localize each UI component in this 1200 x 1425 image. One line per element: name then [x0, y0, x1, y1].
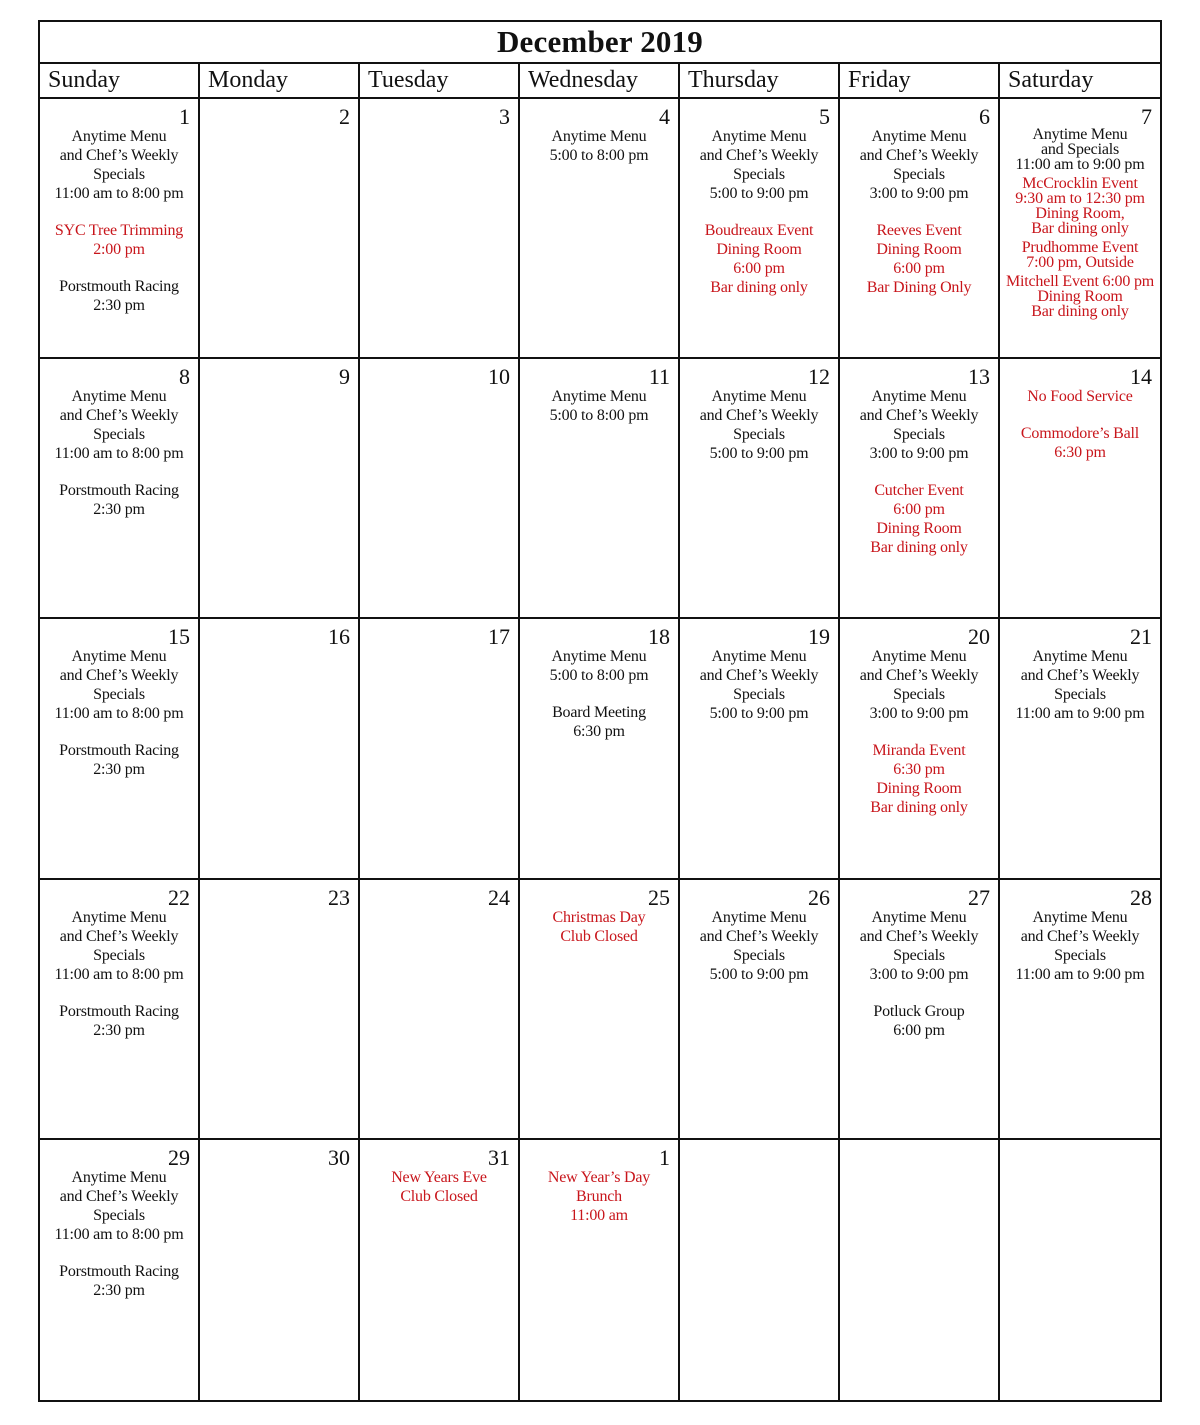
event-line: 5:00 to 9:00 pm — [709, 705, 809, 723]
event-line: 6:00 pm — [733, 260, 785, 277]
day-events — [840, 387, 998, 557]
event-line: Specials — [893, 946, 945, 964]
day-number: 24 — [488, 884, 510, 910]
calendar-title: December 2019 — [40, 22, 1160, 64]
event-line: Specials — [93, 166, 145, 183]
day-events — [40, 647, 198, 779]
day-cell — [200, 880, 360, 1140]
event-line: 11:00 am — [570, 1206, 628, 1224]
special-event — [1000, 240, 1160, 270]
event-line: 7:00 pm, Outside — [1026, 254, 1134, 271]
event-entry — [40, 387, 198, 463]
event-line: No Food Service — [1027, 388, 1133, 406]
event-line: Bar dining only — [710, 279, 808, 296]
day-events — [520, 387, 678, 425]
event-line: Anytime Menu — [71, 648, 167, 666]
event-entry — [840, 1002, 998, 1040]
event-line: Club Closed — [560, 927, 638, 945]
day-number: 18 — [648, 624, 670, 650]
day-events — [40, 387, 198, 519]
day-cell — [1000, 359, 1160, 619]
day-number: 15 — [168, 624, 190, 650]
day-number: 25 — [648, 884, 670, 910]
event-line: 5:00 to 8:00 pm — [549, 407, 649, 425]
day-events — [40, 127, 198, 315]
event-line: 6:00 pm — [893, 1021, 945, 1039]
event-line: 2:30 pm — [93, 501, 145, 519]
event-line: Porstmouth Racing — [59, 482, 179, 500]
day-number: 1 — [659, 1144, 670, 1170]
weekday-monday: Monday — [200, 64, 360, 99]
event-line: Specials — [733, 166, 785, 183]
day-number: 8 — [179, 364, 190, 390]
weekday-friday: Friday — [840, 64, 1000, 99]
day-cell — [840, 99, 1000, 359]
event-line: and Chef’s Weekly — [859, 667, 979, 685]
special-event — [1000, 424, 1160, 462]
event-line: 6:30 pm — [893, 761, 945, 779]
day-cell — [40, 1140, 200, 1400]
day-number: 4 — [659, 104, 670, 129]
day-number: 7 — [1141, 104, 1152, 129]
day-events — [680, 127, 838, 297]
day-cell — [680, 619, 840, 879]
day-number: 23 — [328, 884, 350, 910]
event-line: Specials — [1054, 946, 1106, 964]
day-events — [520, 647, 678, 741]
day-number: 3 — [499, 104, 510, 129]
event-line: Porstmouth Racing — [59, 278, 179, 295]
day-number: 13 — [968, 364, 990, 390]
event-line: 5:00 to 9:00 pm — [709, 445, 809, 463]
event-line: Prudhomme Event — [1021, 239, 1139, 256]
event-line: and Chef’s Weekly — [59, 1187, 179, 1205]
event-entry — [520, 127, 678, 165]
day-events — [360, 1168, 518, 1206]
event-line: and Chef’s Weekly — [1020, 667, 1140, 685]
event-line: Reeves Event — [876, 222, 962, 239]
day-events — [520, 908, 678, 946]
day-cell — [680, 99, 840, 359]
event-line: Specials — [893, 686, 945, 704]
event-line: 11:00 am to 8:00 pm — [54, 445, 184, 463]
day-events — [680, 647, 838, 723]
day-events — [40, 908, 198, 1040]
event-line: Miranda Event — [872, 742, 966, 760]
event-line: Porstmouth Racing — [59, 1002, 179, 1020]
day-events — [1000, 127, 1160, 323]
day-cell — [1000, 1140, 1160, 1400]
event-line: Club Closed — [400, 1187, 478, 1205]
day-cell — [200, 1140, 360, 1400]
event-line: and Chef’s Weekly — [699, 147, 819, 164]
day-events — [1000, 647, 1160, 723]
day-cell — [680, 1140, 840, 1400]
event-line: Specials — [93, 426, 145, 444]
special-event — [680, 221, 838, 297]
event-line: Specials — [93, 686, 145, 704]
day-number: 9 — [339, 364, 350, 390]
event-line: Anytime Menu — [71, 908, 167, 926]
event-line: Dining Room — [876, 780, 962, 798]
event-entry — [840, 387, 998, 463]
day-number: 17 — [488, 624, 510, 650]
event-line: 2:30 pm — [93, 1281, 145, 1299]
day-cell — [200, 99, 360, 359]
event-line: Dining Room — [716, 241, 802, 258]
event-line: Anytime Menu — [711, 908, 807, 926]
special-event — [840, 221, 998, 297]
day-events — [840, 647, 998, 817]
event-line: and Chef’s Weekly — [859, 147, 979, 164]
event-entry — [40, 741, 198, 779]
day-cell — [1000, 880, 1160, 1140]
day-events — [1000, 908, 1160, 984]
event-entry — [680, 387, 838, 463]
event-line: New Year’s Day — [547, 1168, 651, 1186]
event-line: 2:30 pm — [93, 297, 145, 314]
day-cell — [40, 880, 200, 1140]
event-line: Dining Room, — [1035, 205, 1125, 222]
event-entry — [40, 481, 198, 519]
special-event — [1000, 387, 1160, 406]
day-number: 28 — [1130, 884, 1152, 910]
special-event — [520, 1168, 678, 1225]
event-line: Porstmouth Racing — [59, 742, 179, 760]
day-cell — [360, 880, 520, 1140]
event-line: Anytime Menu — [711, 128, 807, 145]
event-entry — [1000, 647, 1160, 723]
event-line: Anytime Menu — [711, 648, 807, 666]
calendar-grid — [38, 20, 1162, 1402]
event-line: and Chef’s Weekly — [59, 407, 179, 425]
day-cell — [520, 619, 680, 879]
weekday-sunday: Sunday — [40, 64, 200, 99]
event-line: 11:00 am to 9:00 pm — [1015, 156, 1145, 173]
event-line: 6:00 pm — [893, 501, 945, 519]
day-events — [520, 1168, 678, 1225]
event-line: 5:00 to 8:00 pm — [549, 147, 649, 164]
event-entry — [40, 647, 198, 723]
day-cell — [40, 619, 200, 879]
event-entry — [1000, 127, 1160, 172]
day-number: 29 — [168, 1144, 190, 1170]
day-cell — [360, 359, 520, 619]
event-line: McCrocklin Event — [1022, 175, 1138, 192]
event-line: and Chef’s Weekly — [59, 927, 179, 945]
event-line: Bar Dining Only — [866, 279, 972, 296]
event-line: and Chef’s Weekly — [59, 667, 179, 685]
day-number: 5 — [819, 104, 830, 129]
day-events — [680, 908, 838, 984]
event-line: 11:00 am to 9:00 pm — [1015, 965, 1145, 983]
day-cell — [840, 880, 1000, 1140]
event-line: Porstmouth Racing — [59, 1262, 179, 1280]
event-line: Specials — [893, 426, 945, 444]
day-events — [680, 387, 838, 463]
event-line: 3:00 to 9:00 pm — [869, 445, 969, 463]
day-number: 26 — [808, 884, 830, 910]
event-line: Specials — [1054, 686, 1106, 704]
event-line: Specials — [893, 166, 945, 183]
day-cell — [200, 619, 360, 879]
day-number: 31 — [488, 1144, 510, 1170]
day-number: 19 — [808, 624, 830, 650]
event-line: and Chef’s Weekly — [1020, 927, 1140, 945]
special-event — [1000, 274, 1160, 319]
event-line: Potluck Group — [873, 1002, 965, 1020]
event-line: 6:30 pm — [1054, 444, 1106, 462]
event-line: Brunch — [576, 1187, 622, 1205]
event-entry — [40, 1262, 198, 1300]
event-line: Christmas Day — [552, 908, 646, 926]
day-number: 11 — [648, 364, 670, 390]
event-line: Anytime Menu — [1032, 126, 1128, 143]
event-entry — [40, 908, 198, 984]
event-line: 3:00 to 9:00 pm — [869, 965, 969, 983]
event-entry — [40, 1002, 198, 1040]
event-line: Anytime Menu — [71, 128, 167, 145]
day-number: 6 — [979, 104, 990, 129]
event-line: 6:00 pm — [893, 260, 945, 277]
event-line: Dining Room — [876, 520, 962, 538]
event-line: Specials — [93, 1206, 145, 1224]
event-line: and Specials — [1040, 141, 1120, 158]
event-entry — [680, 908, 838, 984]
day-number: 27 — [968, 884, 990, 910]
event-line: and Chef’s Weekly — [859, 407, 979, 425]
day-cell — [1000, 619, 1160, 879]
event-line: 11:00 am to 9:00 pm — [1015, 705, 1145, 723]
day-number: 1 — [179, 104, 190, 129]
day-cell — [520, 359, 680, 619]
day-number: 22 — [168, 884, 190, 910]
event-line: Anytime Menu — [711, 388, 807, 406]
event-line: 11:00 am to 8:00 pm — [54, 185, 184, 202]
event-line: and Chef’s Weekly — [699, 407, 819, 425]
event-entry — [680, 647, 838, 723]
day-number: 12 — [808, 364, 830, 390]
event-line: Bar dining only — [870, 799, 968, 817]
event-line: Dining Room — [1037, 288, 1123, 305]
event-line: Boudreaux Event — [704, 222, 814, 239]
special-event — [360, 1168, 518, 1206]
event-entry — [840, 908, 998, 984]
event-line: and Chef’s Weekly — [699, 667, 819, 685]
event-entry — [1000, 908, 1160, 984]
day-cell — [40, 359, 200, 619]
day-cell — [520, 99, 680, 359]
event-line: Specials — [93, 946, 145, 964]
event-line: Bar dining only — [1031, 220, 1129, 237]
day-events — [840, 908, 998, 1040]
event-line: 3:00 to 9:00 pm — [869, 705, 969, 723]
day-cell — [520, 1140, 680, 1400]
event-line: 11:00 am to 8:00 pm — [54, 705, 184, 723]
event-entry — [520, 703, 678, 741]
day-cell — [840, 359, 1000, 619]
event-line: 11:00 am to 8:00 pm — [54, 965, 184, 983]
event-entry — [520, 647, 678, 685]
day-events — [1000, 387, 1160, 462]
event-line: Board Meeting — [552, 704, 646, 722]
day-cell — [840, 619, 1000, 879]
event-line: and Chef’s Weekly — [59, 147, 179, 164]
event-entry — [680, 127, 838, 203]
event-line: and Chef’s Weekly — [859, 927, 979, 945]
event-line: Anytime Menu — [71, 1168, 167, 1186]
event-entry — [520, 387, 678, 425]
day-cell — [840, 1140, 1000, 1400]
event-line: Anytime Menu — [1032, 908, 1128, 926]
event-line: Anytime Menu — [1032, 648, 1128, 666]
event-line: Specials — [733, 686, 785, 704]
event-line: 6:30 pm — [573, 723, 625, 741]
event-line: SYC Tree Trimming — [54, 222, 184, 239]
day-cell — [360, 619, 520, 879]
event-line: 2:30 pm — [93, 1021, 145, 1039]
weekday-thursday: Thursday — [680, 64, 840, 99]
day-number: 2 — [339, 104, 350, 129]
event-line: Bar dining only — [870, 539, 968, 557]
day-events — [520, 127, 678, 165]
special-event — [40, 221, 198, 259]
day-cell — [360, 1140, 520, 1400]
event-line: Anytime Menu — [871, 388, 967, 406]
special-event — [1000, 176, 1160, 236]
event-line: 3:00 to 9:00 pm — [869, 185, 969, 202]
special-event — [840, 481, 998, 557]
event-line: Specials — [733, 946, 785, 964]
event-line: Anytime Menu — [551, 388, 647, 406]
special-event — [520, 908, 678, 946]
special-event — [840, 741, 998, 817]
event-line: 5:00 to 8:00 pm — [549, 667, 649, 685]
event-line: Specials — [733, 426, 785, 444]
event-line: Mitchell Event 6:00 pm — [1005, 273, 1155, 290]
event-entry — [840, 127, 998, 203]
day-cell — [40, 99, 200, 359]
event-entry — [40, 1168, 198, 1244]
day-number: 16 — [328, 624, 350, 650]
event-entry — [840, 647, 998, 723]
day-number: 20 — [968, 624, 990, 650]
event-entry — [40, 127, 198, 203]
event-line: Anytime Menu — [871, 128, 967, 145]
weekday-tuesday: Tuesday — [360, 64, 520, 99]
event-line: Anytime Menu — [871, 648, 967, 666]
day-cell — [680, 359, 840, 619]
day-number: 21 — [1130, 624, 1152, 650]
day-cell — [520, 880, 680, 1140]
event-entry — [40, 277, 198, 315]
event-line: 2:30 pm — [93, 761, 145, 779]
event-line: Anytime Menu — [871, 908, 967, 926]
day-number: 14 — [1130, 364, 1152, 390]
event-line: 11:00 am to 8:00 pm — [54, 1225, 184, 1243]
day-events — [40, 1168, 198, 1300]
event-line: Bar dining only — [1031, 303, 1129, 320]
weekday-saturday: Saturday — [1000, 64, 1160, 99]
event-line: 2:00 pm — [93, 241, 145, 258]
event-line: New Years Eve — [391, 1168, 487, 1186]
event-line: Dining Room — [876, 241, 962, 258]
day-number: 30 — [328, 1144, 350, 1170]
event-line: Anytime Menu — [551, 128, 647, 145]
event-line: and Chef’s Weekly — [699, 927, 819, 945]
weekday-wednesday: Wednesday — [520, 64, 680, 99]
event-line: Cutcher Event — [874, 482, 964, 500]
day-cell — [1000, 99, 1160, 359]
event-line: Anytime Menu — [551, 648, 647, 666]
day-cell — [360, 99, 520, 359]
day-number: 10 — [488, 364, 510, 390]
event-line: Commodore’s Ball — [1020, 425, 1140, 443]
event-line: 5:00 to 9:00 pm — [709, 965, 809, 983]
event-line: Anytime Menu — [71, 388, 167, 406]
event-line: 9:30 am to 12:30 pm — [1015, 190, 1145, 207]
day-events — [840, 127, 998, 297]
event-line: 5:00 to 9:00 pm — [709, 185, 809, 202]
day-cell — [680, 880, 840, 1140]
day-cell — [200, 359, 360, 619]
